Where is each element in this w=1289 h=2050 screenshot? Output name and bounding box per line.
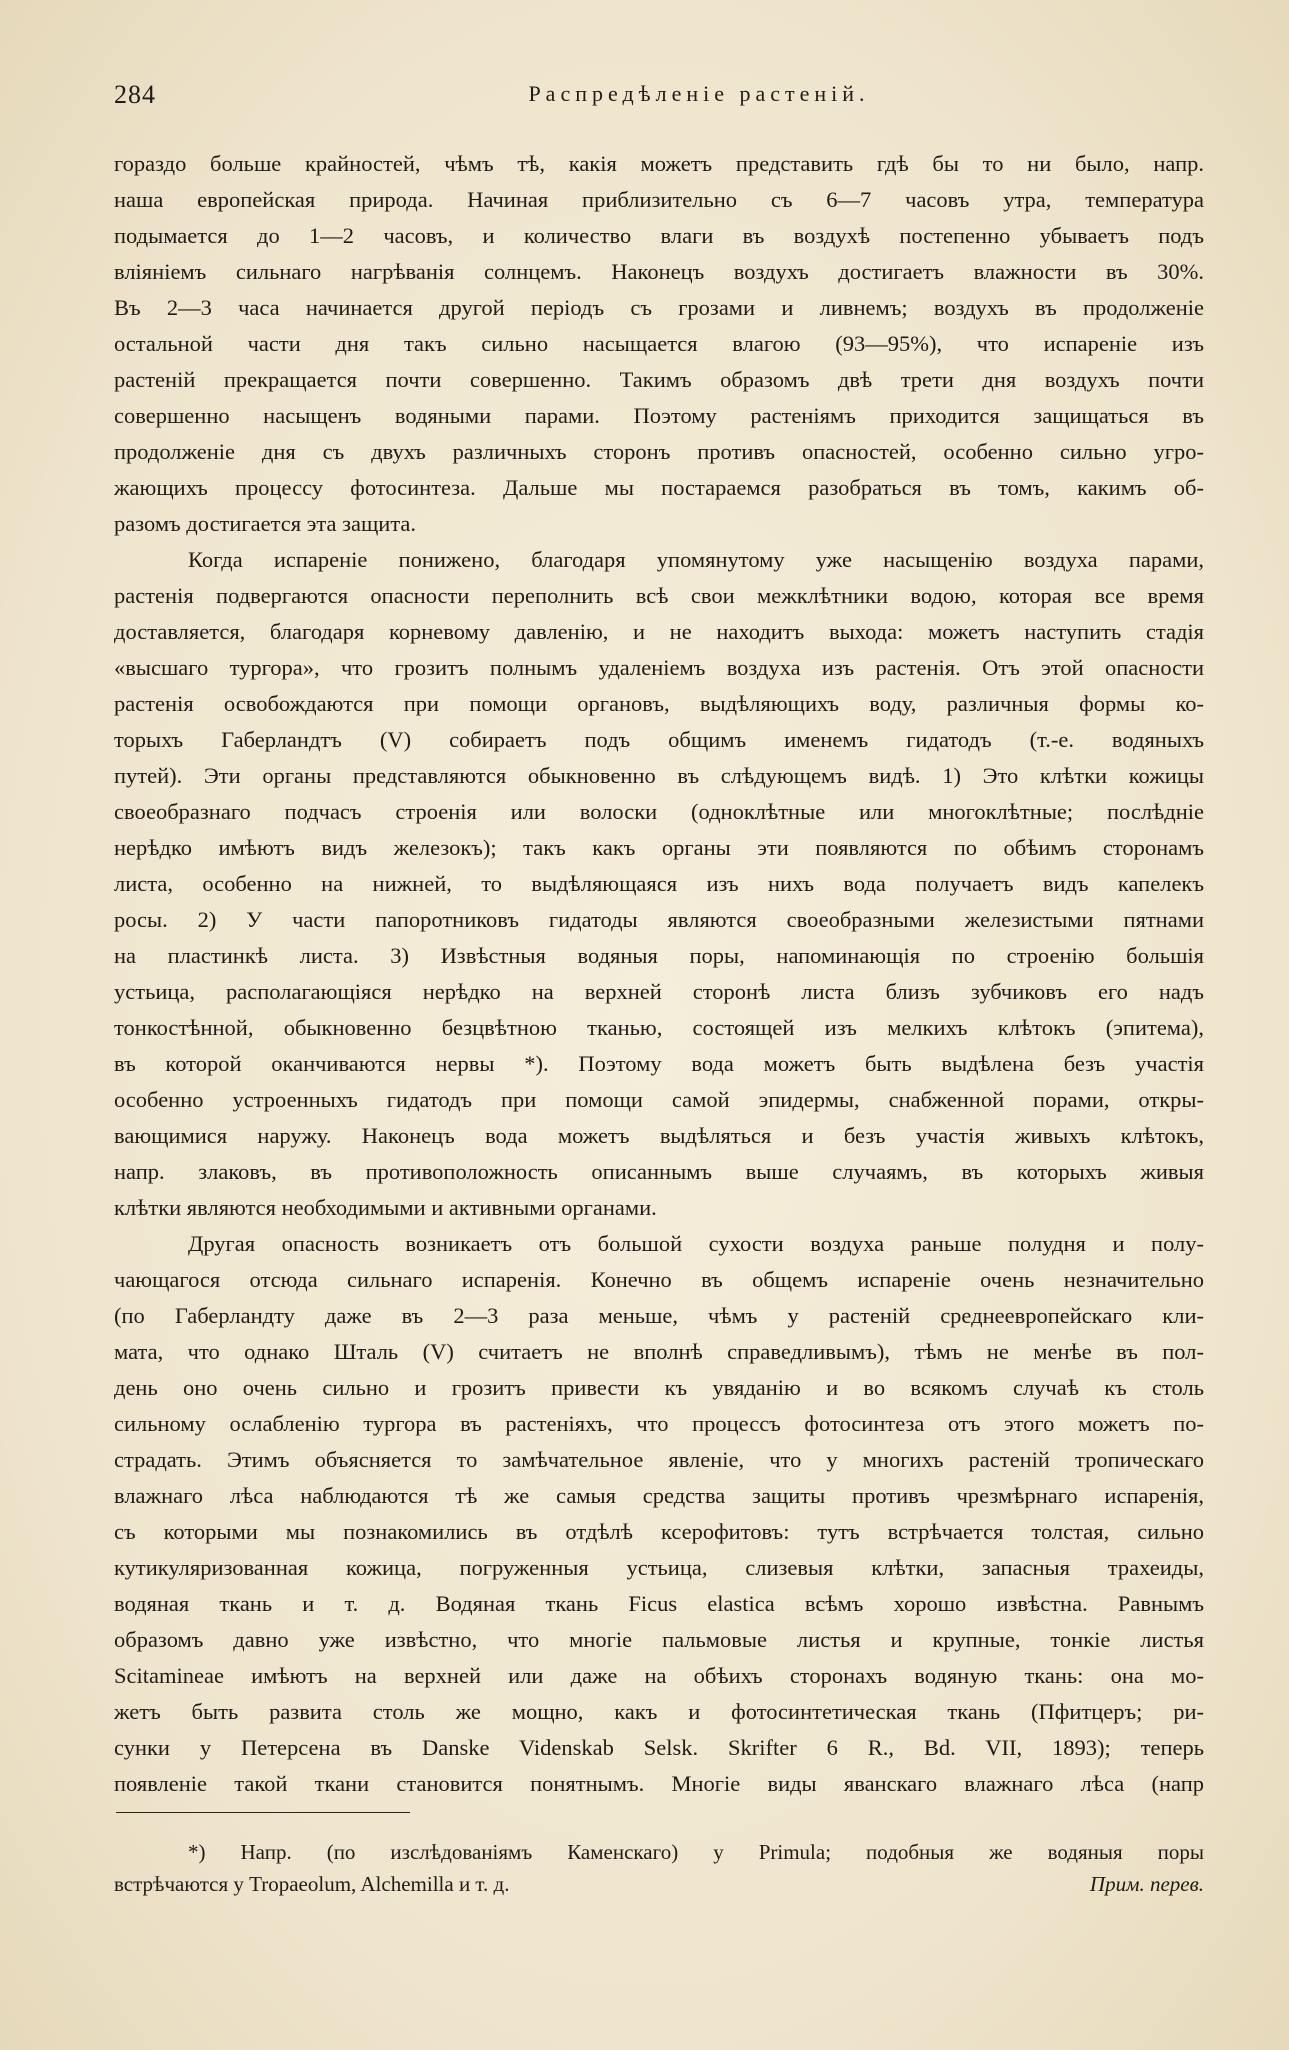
text-line: на пластинкѣ листа. 3) Извѣстныя водяныя поры, напоминающія по строенію большія [114,943,1204,968]
footnote-line: встрѣчаются у Tropaeolum, Alchemilla и т. д. [114,1872,510,1896]
text-line: устьица, располагающіяся нерѣдко на верхней сторонѣ листа близъ зубчиковъ его надъ [114,979,1204,1004]
text-line: страдать. Этимъ объясняется то замѣчательное явленіе, что у многихъ растеній тропическаго [114,1447,1204,1472]
text-line: наша европейская природа. Начиная приблизительно съ 6—7 часовъ утра, температура [114,187,1204,212]
text-line: въ которой оканчиваются нервы *). Поэтому вода можетъ быть выдѣлена безъ участія [114,1051,1204,1076]
paragraph-start-line: Когда испареніе понижено, благодаря упомянутому уже насыщенію воздуха парами, [188,547,1204,572]
text-line: торыхъ Габерландтъ (V) собираетъ подъ общимъ именемъ гидатодъ (т.-е. водяныхъ [114,727,1204,752]
text-line: Въ 2—3 часа начинается другой періодъ съ грозами и ливнемъ; воздухъ въ продолженіе [114,295,1204,320]
text-line: образомъ давно уже извѣстно, что многіе пальмовые листья и крупные, тонкіе листья [114,1627,1204,1652]
text-line: Scitamineae имѣютъ на верхней или даже на обѣихъ сторонахъ водяную ткань: она мо- [114,1663,1204,1688]
text-line: растенія подвергаются опасности переполнить всѣ свои межклѣтники водою, которая все время [114,583,1204,608]
footnote-line: *) Напр. (по изслѣдованіямъ Каменскаго) у Primula; подобныя же водяныя поры [188,1840,1204,1864]
text-line: нерѣдко имѣютъ видъ железокъ); такъ какъ органы эти появляются по обѣимъ сторонамъ [114,835,1204,860]
text-line: своеобразнаго подчасъ строенія или волоски (одноклѣтные или многоклѣтные; послѣдніе [114,799,1204,824]
text-line: сунки у Петерсена въ Danske Videnskab Selsk. Skrifter 6 R., Bd. VII, 1893); теперь [114,1735,1204,1760]
footnote-divider [116,1812,410,1813]
text-line: тонкостѣнной, обыкновенно безцвѣтною тканью, состоящей изъ мелкихъ клѣтокъ (эпитема), [114,1015,1204,1040]
translator-note: Прим. перев. [1089,1872,1204,1896]
text-line: водяная ткань и т. д. Водяная ткань Ficus elastica всѣмъ хорошо извѣстна. Равнымъ [114,1591,1204,1616]
text-line: росы. 2) У части папоротниковъ гидатоды являются своеобразными железистыми пятнами [114,907,1204,932]
running-title: Распредѣленіе растеній. [528,81,870,106]
paragraph-start-line: Другая опасность возникаетъ отъ большой сухости воздуха раньше полудня и полу- [188,1231,1204,1256]
text-line: продолженіе дня съ двухъ различныхъ сторонъ противъ опасностей, особенно сильно угро- [114,439,1204,464]
text-line: жающихъ процессу фотосинтеза. Дальше мы постараемся разобраться въ томъ, какимъ об- [114,475,1204,500]
text-line: съ которыми мы познакомились въ отдѣлѣ ксерофитовъ: тутъ встрѣчается толстая, сильно [114,1519,1204,1544]
text-line: влажнаго лѣса наблюдаются тѣ же самыя средства защиты противъ чрезмѣрнаго испаренія, [114,1483,1204,1508]
text-line: сильному ослабленію тургора въ растеніяхъ, что процессъ фотосинтеза отъ этого можетъ по- [114,1411,1204,1436]
text-line: (по Габерландту даже въ 2—3 раза меньше, чѣмъ у растеній среднеевропейскаго кли- [114,1303,1204,1328]
text-line: гораздо больше крайностей, чѣмъ тѣ, какія можетъ представить гдѣ бы то ни было, напр. [114,151,1204,176]
body-text [114,146,1204,1802]
page-header [114,80,1204,114]
text-line: подымается до 1—2 часовъ, и количество влаги въ воздухѣ постепенно убываетъ подъ [114,223,1204,248]
text-line: совершенно насыщенъ водяными парами. Поэтому растеніямъ приходится защищаться въ [114,403,1204,428]
text-line: растенія освобождаются при помощи органовъ, выдѣляющихъ воду, различныя формы ко- [114,691,1204,716]
page-number: 284 [114,80,156,109]
footnote [114,1836,1204,1900]
text-line: «высшаго тургора», что грозитъ полнымъ удаленіемъ воздуха изъ растенія. Отъ этой опасности [114,655,1204,680]
text-line: день оно очень сильно и грозитъ привести къ увяданію и во всякомъ случаѣ къ столь [114,1375,1204,1400]
text-line: чающагося отсюда сильнаго испаренія. Конечно въ общемъ испареніе очень незначительно [114,1267,1204,1292]
text-line: растеній прекращается почти совершенно. Такимъ образомъ двѣ трети дня воздухъ почти [114,367,1204,392]
footnote-line-wrapper [114,1868,1204,1900]
text-line: напр. злаковъ, въ противоположность описаннымъ выше случаямъ, въ которыхъ живыя [114,1159,1204,1184]
text-line: доставляется, благодаря корневому давленію, и не находитъ выхода: можетъ наступить стадія [114,619,1204,644]
text-line: кутикуляризованная кожица, погруженныя устьица, слизевыя клѣтки, запасныя трахеиды, [114,1555,1204,1580]
text-line: вающимися наружу. Наконецъ вода можетъ выдѣляться и безъ участія живыхъ клѣтокъ, [114,1123,1204,1148]
text-line: листа, особенно на нижней, то выдѣляющаяся изъ нихъ вода получаетъ видъ капелекъ [114,871,1204,896]
text-line: мата, что однако Шталь (V) считаетъ не вполнѣ справедливымъ), тѣмъ не менѣе въ пол- [114,1339,1204,1364]
text-line: разомъ достигается эта защита. [114,511,417,536]
text-line: появленіе такой ткани становится понятнымъ. Многіе виды яванскаго влажнаго лѣса (напр [114,1771,1204,1796]
text-line: путей). Эти органы представляются обыкновенно въ слѣдующемъ видѣ. 1) Это клѣтки кожицы [114,763,1204,788]
text-line: жетъ быть развита столь же мощно, какъ и фотосинтетическая ткань (Пфитцеръ; ри- [114,1699,1204,1724]
text-line: остальной части дня такъ сильно насыщается влагою (93—95%), что испареніе изъ [114,331,1204,356]
text-line: вліяніемъ сильнаго нагрѣванія солнцемъ. Наконецъ воздухъ достигаетъ влажности въ 30%. [114,259,1204,284]
text-line: клѣтки являются необходимыми и активными органами. [114,1195,657,1220]
text-line: особенно устроенныхъ гидатодъ при помощи самой эпидермы, снабженной порами, откры- [114,1087,1204,1112]
